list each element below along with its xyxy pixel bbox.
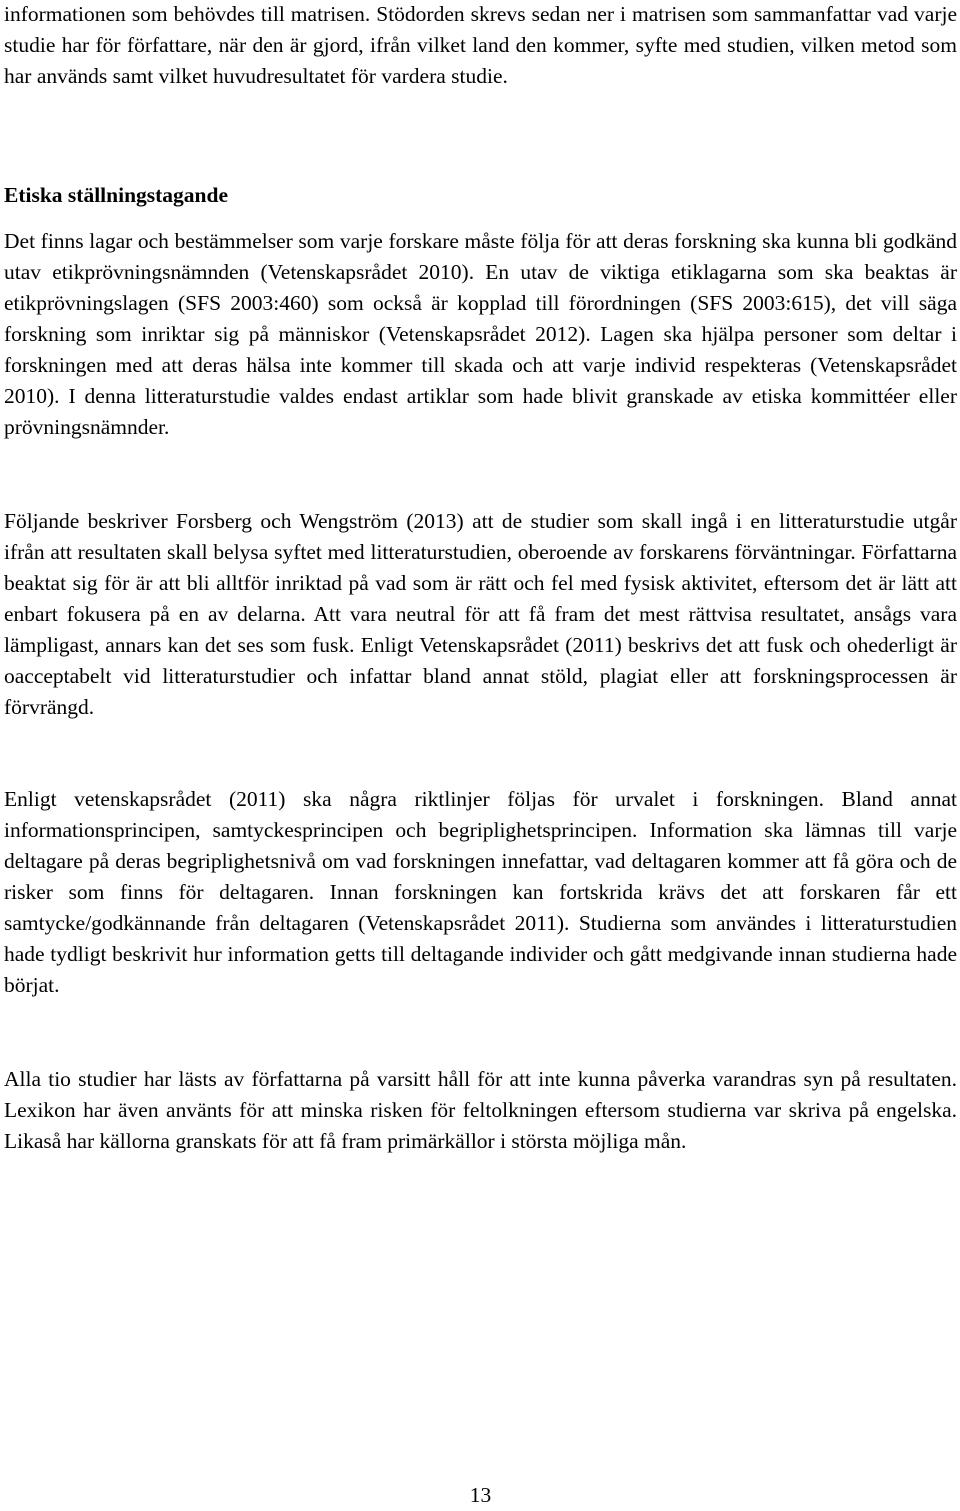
- page-number: 13: [469, 1483, 492, 1507]
- paragraph-reading: Alla tio studier har lästs av författarna på varsitt håll för att inte kunna påverka varandras syn på resultaten. Lexikon har även använts för att minska risken för feltolkningen eftersom studierna var skriva på engelska. Likaså har källorna granskats för att få fram primärkällor i största möjliga mån.: [4, 1067, 957, 1153]
- section-heading: Etiska ställningstagande: [4, 183, 229, 207]
- paragraph-guidelines: Enligt vetenskapsrådet (2011) ska några riktlinjer följas för urvalet i forskningen. Bland annat informationsprincipen, samtyckesprincipen och begriplighetsprincipen. Information ska lämnas till varje deltagare på deras begriplighetsnivå om vad forskningen innefattar, vad deltagaren kommer att få göra och de risker som finns för deltagaren. Innan forskningen kan fortskrida krävs det att forskaren får ett samtycke/godkännande från deltagaren (Vetenskapsrådet 2011). Studierna som användes i litteraturstudien hade tydligt beskrivit hur information getts till deltagande individer och gått medgivande innan studierna hade börjat.: [4, 787, 957, 997]
- paragraph-objectivity: Följande beskriver Forsberg och Wengström (2013) att de studier som skall ingå i en litteraturstudie utgår ifrån att resultaten skall belysa syftet med litteraturstudien, oberoende av forskarens förväntningar. Författarna beaktat sig för är att bli alltför inriktad på vad som är rätt och fel med fysisk aktivitet, eftersom det är lätt att enbart fokusera på en av delarna. Att vara neutral för att få fram det mest rättvisa resultatet, ansågs vara lämpligast, annars kan det ses som fusk. Enligt Vetenskapsrådet (2011) beskrivs det att fusk och ohederligt är oacceptabelt vid litteraturstudier och infattar bland annat stöld, plagiat eller att forskningsprocessen är förvrängd.: [4, 509, 957, 719]
- document-page: [4, 0, 957, 1505]
- paragraph-ethics-laws: Det finns lagar och bestämmelser som varje forskare måste följa för att deras forskning ska kunna bli godkänd utav etikprövningsnämnden (Vetenskapsrådet 2010). En utav de viktiga etiklagarna som ska beaktas är etikprövningslagen (SFS 2003:460) som också är kopplad till förordningen (SFS 2003:615), det vill säga forskning som inriktar sig på människor (Vetenskapsrådet 2012). Lagen ska hjälpa personer som deltar i forskningen med att deras hälsa inte kommer till skada och att varje individ respekteras (Vetenskapsrådet 2010). I denna litteraturstudie valdes endast artiklar som hade blivit granskade av etiska kommittéer eller prövningsnämnder.: [4, 229, 957, 439]
- intro-paragraph: informationen som behövdes till matrisen. Stödorden skrevs sedan ner i matrisen som sammanfattar vad varje studie har för författare, när den är gjord, ifrån vilket land den kommer, syfte med studien, vilken metod som har används samt vilket huvudresultatet för vardera studie.: [4, 2, 957, 88]
